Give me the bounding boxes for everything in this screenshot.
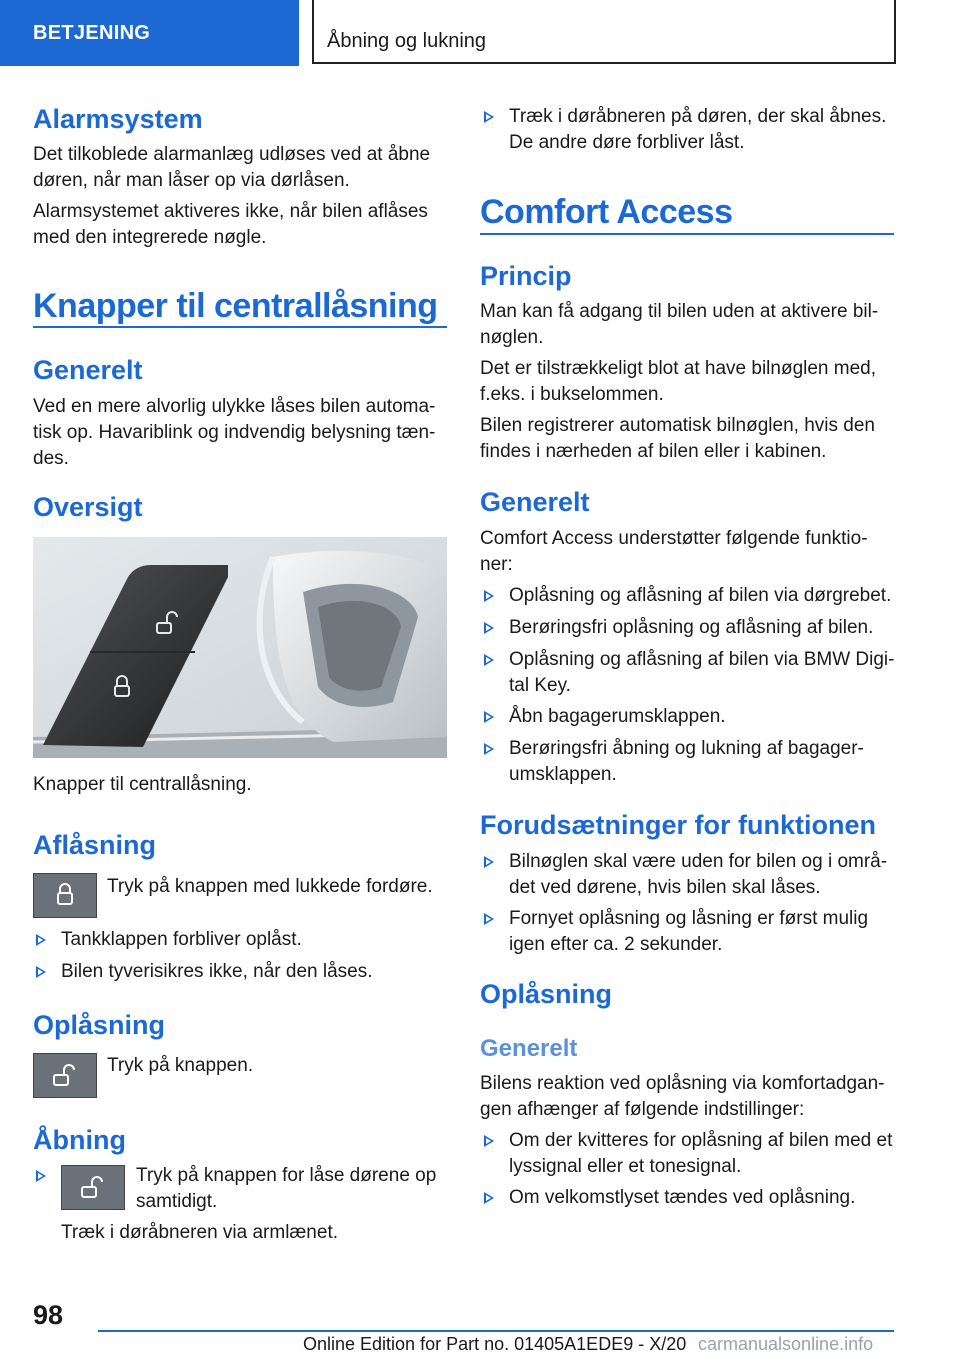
heading-generelt-right: Generelt — [480, 487, 590, 517]
bullet-icon — [484, 590, 494, 602]
footer-rule — [98, 1330, 894, 1332]
list-item: Tryk på knappen for låse dørene op — [136, 1165, 437, 1186]
bullet-icon — [484, 622, 494, 634]
bullet-icon — [484, 913, 494, 925]
heading-comfort-access: Comfort Access — [480, 193, 733, 231]
oplaasning-line: gen afhænger af følgende indstillinger: — [480, 1099, 805, 1120]
list-item: tal Key. — [509, 675, 571, 696]
subheading-generelt: Generelt — [480, 1035, 578, 1062]
lock-button-icon — [33, 873, 97, 918]
princip-line: findes i nærheden af bilen eller i kabinen. — [480, 441, 827, 462]
generelt-line: des. — [33, 448, 69, 469]
princip-line: f.eks. i bukselommen. — [480, 384, 664, 405]
generelt-line: Ved en mere alvorlig ulykke låses bilen automa- — [33, 396, 436, 417]
alarm-line: Alarmsystemet aktiveres ikke, når bilen aflåses — [33, 201, 428, 222]
list-item: det ved dørene, hvis bilen skal låses. — [509, 877, 821, 898]
alarm-line: med den integrerede nøgle. — [33, 227, 267, 248]
list-item: Oplåsning og aflåsning af bilen via dørgrebet. — [509, 585, 892, 606]
alarm-line: døren, når man låser op via dørlåsen. — [33, 170, 350, 191]
oplaasning-line: Bilens reaktion ved oplåsning via komfortadgan- — [480, 1073, 885, 1094]
heading-central-locking: Knapper til centrallåsning — [33, 287, 438, 325]
bullet-icon — [484, 1192, 494, 1204]
section-tab: BETJENING — [0, 0, 299, 66]
list-item: Bilnøglen skal være uden for bilen og i områ- — [509, 851, 888, 872]
generelt-line: ner: — [480, 554, 513, 575]
opening-after-text: Træk i døråbneren via armlænet. — [61, 1222, 339, 1243]
list-item: umsklappen. — [509, 764, 617, 785]
bullet-icon — [484, 856, 494, 868]
bullet-icon — [484, 711, 494, 723]
list-item: lyssignal eller et tonesignal. — [509, 1156, 742, 1177]
bullet-icon — [36, 934, 46, 946]
princip-line: Det er tilstrækkeligt blot at have bilnøglen med, — [480, 358, 877, 379]
bullet-icon — [484, 111, 494, 123]
list-item: igen efter ca. 2 sekunder. — [509, 934, 723, 955]
heading-aflaasning: Aflåsning — [33, 830, 157, 860]
unlock-button-icon — [61, 1165, 125, 1210]
watermark: carmanualsonline.info — [698, 1334, 874, 1354]
image-caption: Knapper til centrallåsning. — [33, 774, 252, 795]
list-item: Berøringsfri oplåsning og aflåsning af bilen. — [509, 617, 874, 638]
unlock-button-icon — [33, 1053, 97, 1098]
list-item: Tankklappen forbliver oplåst. — [61, 929, 302, 950]
bullet-icon — [484, 1135, 494, 1147]
heading-forudsaetninger: Forudsætninger for funktionen — [480, 810, 876, 840]
heading-alarmsystem: Alarmsystem — [33, 104, 203, 134]
heading-oplaasning-left: Oplåsning — [33, 1010, 166, 1040]
list-item: samtidigt. — [136, 1191, 218, 1212]
princip-line: Bilen registrerer automatisk bilnøglen, hvis den — [480, 415, 875, 436]
princip-line: Man kan få adgang til bilen uden at aktivere bil- — [480, 301, 879, 322]
generelt-line: Comfort Access understøtter følgende funktio- — [480, 528, 868, 549]
bullet-icon — [484, 743, 494, 755]
list-item: Berøringsfri åbning og lukning af bagager- — [509, 738, 864, 759]
page-number: 98 — [33, 1300, 64, 1330]
page-header-title: Åbning og lukning — [312, 0, 896, 64]
list-item: De andre døre forbliver låst. — [509, 132, 745, 153]
list-item: Oplåsning og aflåsning af bilen via BMW Digi- — [509, 649, 895, 670]
list-item: Bilen tyverisikres ikke, når den låses. — [61, 961, 373, 982]
list-item: Fornyet oplåsning og låsning er først mulig — [509, 908, 869, 929]
bullet-icon — [484, 654, 494, 666]
heading-oversigt: Oversigt — [33, 492, 143, 522]
alarm-line: Det tilkoblede alarmanlæg udløses ved at åbne — [33, 144, 431, 165]
heading-rule — [33, 326, 447, 328]
heading-generelt: Generelt — [33, 355, 143, 385]
list-item: Træk i døråbneren på døren, der skal åbnes. — [509, 106, 887, 127]
heading-rule — [480, 233, 894, 235]
list-item: Om velkomstlyset tændes ved oplåsning. — [509, 1187, 856, 1208]
heading-aabning: Åbning — [33, 1125, 126, 1155]
lock-instruction: Tryk på knappen med lukkede fordøre. — [107, 876, 433, 897]
heading-princip: Princip — [480, 261, 572, 291]
list-item: Åbn bagagerumsklappen. — [509, 706, 726, 727]
central-locking-buttons-image — [33, 537, 447, 758]
heading-oplaasning-right: Oplåsning — [480, 979, 613, 1009]
unlock-instruction: Tryk på knappen. — [107, 1055, 254, 1076]
footer-edition: Online Edition for Part no. 01405A1EDE9 - X/20 — [303, 1334, 687, 1354]
princip-line: nøglen. — [480, 327, 544, 348]
bullet-icon — [36, 966, 46, 978]
bullet-icon — [36, 1170, 46, 1182]
list-item: Om der kvitteres for oplåsning af bilen med et — [509, 1130, 893, 1151]
generelt-line: tisk op. Havariblink og indvendig belysning tæn- — [33, 422, 436, 443]
